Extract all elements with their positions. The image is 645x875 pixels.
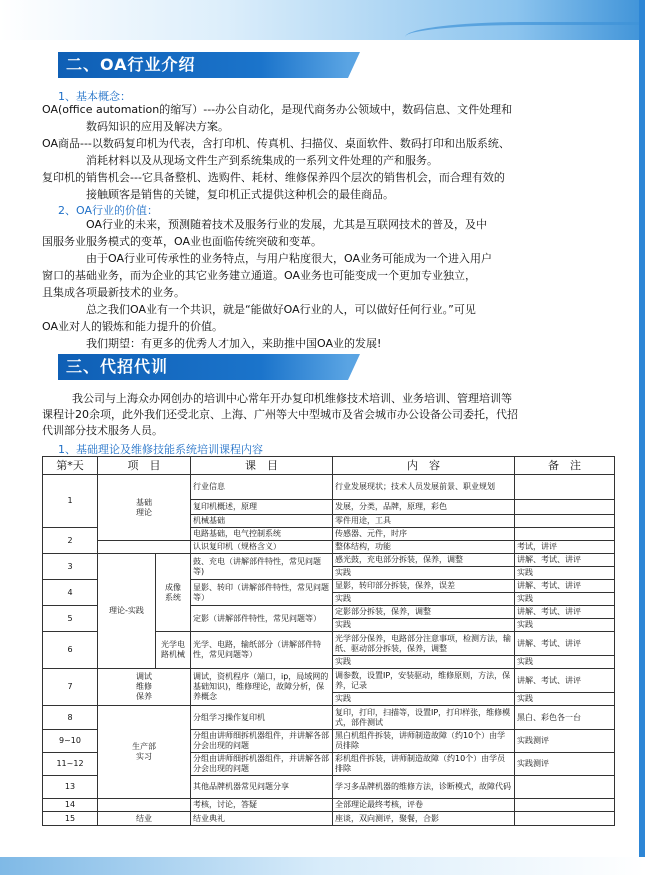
cell-course: 其他品牌机器常见问题分享	[191, 776, 333, 799]
cell-note	[515, 799, 615, 812]
cell-note	[515, 776, 615, 799]
cell-day: 3	[43, 554, 98, 580]
cell-content: 定影部分拆装，保养，调整	[333, 606, 515, 619]
para-expectation: 我们期望：有更多的优秀人才加入，来助推中国OA业的发展!	[86, 337, 382, 350]
table-row	[43, 799, 615, 812]
cell-day: 13	[43, 776, 98, 799]
cell-note	[515, 812, 615, 826]
cell-content: 实践	[333, 656, 515, 669]
cell-content: 感光鼓，充电部分拆装，保养，调整	[333, 554, 515, 567]
para-inherit-line2: 窗口的基础业务，而为企业的其它业务建立通道。OA业务也可能变成一个更加专业独立，	[42, 269, 476, 282]
cell-empty	[98, 541, 191, 554]
cell-day: 11~12	[43, 753, 98, 776]
cell-content: 实践	[333, 693, 515, 706]
cell-course: 行业信息	[191, 475, 333, 500]
cell-content: 发展，分类，品牌，原理，彩色	[333, 500, 515, 515]
para-sales-opportunity-line1: 复印机的销售机会---它具备整机、选购件、耗材、维修保养四个层次的销售机会，而合理有效的	[42, 171, 505, 184]
col-header-content: 内 容	[333, 457, 515, 475]
cell-course: 定影（讲解部件特性，常见问题等）	[191, 606, 333, 632]
cell-note: 考试，讲评	[515, 541, 615, 554]
table-row	[43, 706, 615, 730]
cell-course: 认识复印机（规格含义）	[191, 541, 333, 554]
cell-content: 复印，打印，扫描等，设置IP，打印样张，维修模式，部件测试	[333, 706, 515, 730]
cell-content: 彩机组件拆装，讲师制造故障（约10个）由学员排除	[333, 753, 515, 776]
cell-note: 讲解、考试、讲评	[515, 669, 615, 693]
para-oa-definition-line2: 数码知识的应用及解决方案。	[86, 120, 229, 133]
cell-course: 显影、转印（讲解部件特性，常见问题等）	[191, 580, 333, 606]
section-oa-intro-header: 二、OA行业介绍	[58, 52, 348, 78]
cell-course: 考核，讨论，答疑	[191, 799, 333, 812]
top-decor-curve	[405, 22, 645, 52]
cell-content: 座谈，双向测评，聚餐，合影	[333, 812, 515, 826]
col-header-item: 项 目	[98, 457, 191, 475]
cell-group-debug-maintain: 调试 维修 保养	[98, 669, 191, 706]
subhead-oa-value: 2、OA行业的价值：	[58, 204, 158, 217]
cell-note: 实践	[515, 593, 615, 606]
cell-day: 2	[43, 528, 98, 554]
cell-content: 实践	[333, 619, 515, 632]
cell-day: 8	[43, 706, 98, 730]
cell-group-imaging: 成像 系统	[156, 554, 191, 632]
cell-day: 1	[43, 475, 98, 528]
para-inherit-line3: 且集成各项最新技术的业务。	[42, 286, 185, 299]
para-consensus-line2: OA业对人的锻炼和能力提升的价值。	[42, 320, 223, 333]
cell-course: 分组学习操作复印机	[191, 706, 333, 730]
cell-note	[515, 500, 615, 515]
bottom-decor-band	[0, 857, 645, 875]
para-oa-definition-line1: OA(office automation的缩写）---办公自动化，是现代商务办公领域中，数码信息、文件处理和	[42, 103, 513, 116]
table-title: 1、基础理论及维修技能系统培训课程内容	[58, 443, 263, 456]
cell-group-basic-theory: 基础 理论	[98, 475, 191, 541]
cell-content: 黑白机组件拆装，讲师制造故障（约10个）由学员排除	[333, 730, 515, 753]
cell-content: 零件用途，工具	[333, 515, 515, 528]
cell-content: 整体结构，功能	[333, 541, 515, 554]
cell-day: 4	[43, 580, 98, 606]
para-future-line2: 国服务业服务模式的变革，OA业也面临传统突破和变革。	[42, 235, 322, 248]
cell-note	[515, 475, 615, 500]
para-inherit-line1: 由于OA行业可传承性的业务特点，与用户粘度很大，OA业务可能成为一个进入用户	[86, 252, 492, 265]
col-header-course: 课 目	[191, 457, 333, 475]
cell-note: 实践测评	[515, 730, 615, 753]
course-table	[42, 456, 614, 826]
cell-note: 讲解、考试、讲评	[515, 580, 615, 593]
cell-content: 显影，转印部分拆装，保养，误差	[333, 580, 515, 593]
section-recruit-train-header: 三、代招代训	[58, 354, 348, 380]
cell-course: 鼓、充电（讲解部件特性，常见问题等)	[191, 554, 333, 580]
cell-note: 讲解、考试、讲评	[515, 554, 615, 567]
table-row	[43, 541, 615, 554]
cell-empty	[98, 799, 191, 812]
cell-content: 实践	[333, 593, 515, 606]
cell-note: 实践	[515, 656, 615, 669]
cell-day: 15	[43, 812, 98, 826]
para-oa-goods-line2: 消耗材料以及从现场文件生产到系统集成的一系列文件处理的产和服务。	[86, 154, 438, 167]
cell-day: 6	[43, 632, 98, 669]
cell-note: 实践测评	[515, 753, 615, 776]
para-sales-opportunity-line2: 接触顾客是销售的关键，复印机正式提供这种机会的最佳商品。	[86, 188, 394, 201]
cell-content: 学习多品牌机器的维修方法，诊断模式，故障代码	[333, 776, 515, 799]
cell-course: 结业典礼	[191, 812, 333, 826]
cell-course: 机械基础	[191, 515, 333, 528]
cell-course: 分组由讲师细拆机器组件，并讲解各部分会出现的问题	[191, 730, 333, 753]
cell-course: 光学、电路，输纸部分（讲解部件特性，常见问题等）	[191, 632, 333, 669]
cell-group-theory-practice: 理论-实践	[98, 554, 156, 669]
para-oa-goods-line1: OA商品---以数码复印机为代表，含打印机、传真机、扫描仪、桌面软件、数码打印和出版系统、	[42, 137, 510, 150]
cell-group-production-internship: 生产部 实习	[98, 706, 191, 799]
cell-note: 讲解、考试、讲评	[515, 606, 615, 619]
table-row	[43, 669, 615, 693]
col-header-note: 备 注	[515, 457, 615, 475]
para-training-line1: 我公司与上海众办网创办的培训中心常年开办复印机维修技术培训、业务培训、管理培训等	[72, 392, 512, 405]
cell-day: 5	[43, 606, 98, 632]
cell-day: 7	[43, 669, 98, 706]
cell-day: 9~10	[43, 730, 98, 753]
cell-day: 14	[43, 799, 98, 812]
table-header-row	[43, 457, 615, 475]
cell-course: 复印机概述，原理	[191, 500, 333, 515]
cell-content: 传感器、元件，时序	[333, 528, 515, 541]
para-consensus-line1: 总之我们OA业有一个共识，就是“能做好OA行业的人，可以做好任何行业。”可见	[86, 303, 476, 316]
cell-content: 实践	[333, 567, 515, 580]
para-future-line1: OA行业的未来，预测随着技术及服务行业的发展，尤其是互联网技术的普及，及中	[86, 218, 487, 231]
cell-note: 讲解、考试、讲评	[515, 632, 615, 656]
cell-content: 调参数，设置IP，安装驱动，维修原则，方法，保养，记录	[333, 669, 515, 693]
cell-note: 实践	[515, 619, 615, 632]
cell-note	[515, 528, 615, 541]
para-training-line2: 课程计20余项，此外我们还受北京、上海、广州等大中型城市及省会城市办公设备公司委托，代招	[42, 408, 518, 421]
subhead-basic-concept: 1、基本概念：	[58, 90, 131, 103]
cell-content: 全部理论最终考核，评卷	[333, 799, 515, 812]
table-row	[43, 554, 615, 567]
cell-content: 光学部分保养，电路部分注意事项，检测方法，输纸、驱动部分拆装，保养，调整	[333, 632, 515, 656]
cell-note: 黑白、彩色各一台	[515, 706, 615, 730]
cell-note	[515, 515, 615, 528]
cell-course: 调试，资机程序（端口，ip，局域网的基础知识)，维修理论，故障分析，保养概念	[191, 669, 333, 706]
cell-note: 实践	[515, 567, 615, 580]
right-decor-bar	[639, 0, 645, 875]
col-header-day: 第*天	[43, 457, 98, 475]
cell-content: 行业发展现状；技术人员发展前景、职业规划	[333, 475, 515, 500]
cell-group-graduation: 结业	[98, 812, 191, 826]
table-row	[43, 812, 615, 826]
cell-course: 电路基础，电气控制系统	[191, 528, 333, 541]
cell-group-optics: 光学电 路机械	[156, 632, 191, 669]
table-row	[43, 475, 615, 500]
cell-course: 分组由讲师细拆机器组件，并讲解各部分会出现的问题	[191, 753, 333, 776]
para-training-line3: 代训部分技术服务人员。	[42, 424, 163, 437]
cell-note: 实践	[515, 693, 615, 706]
